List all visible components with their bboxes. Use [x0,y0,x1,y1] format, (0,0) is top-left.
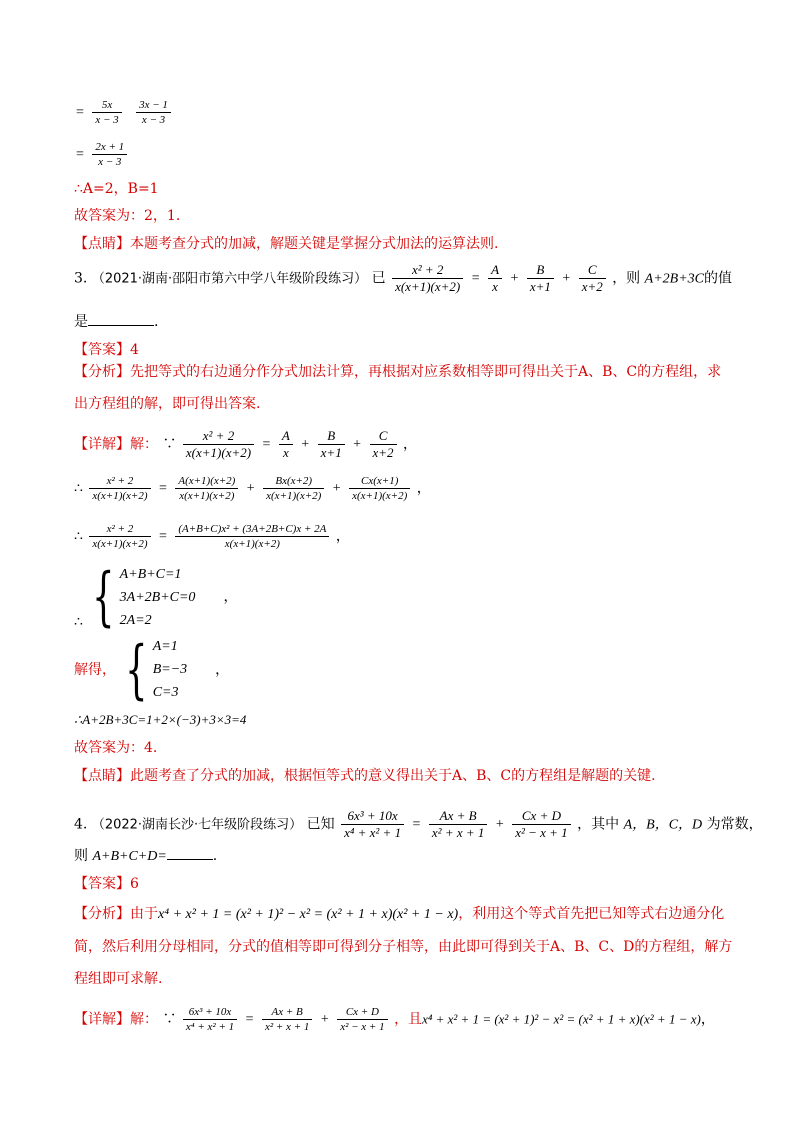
question-3: 3. （2021·湖南·邵阳市第六中学八年级阶段练习） 已 $\frac{\text{x² + 2}}{x(x+1)(x+2)}$ = $\frac{A}{x}$ + $\frac{B}{x+1}$ + $\frac{C}{x+2}$ ，则 A+2B+3C的值 [74,262,732,294]
math-line-2 [74,140,129,169]
fraction: $\frac{A(x+1)(x+2)}{x(x+1)(x+2)}$ [175,474,238,503]
fraction: $\frac{\text{6x³ + 10x}}{\text{x⁴ + x² + 1}}$ [341,808,404,841]
question-source: （2021·湖南·邵阳市第六中学八年级阶段练习） [91,271,368,287]
fraction: $\frac{2x + 1}{x - 3}$ [92,140,127,169]
question-number: 4. [74,816,88,833]
detail-step-1: 【详解】解： ∵ $\frac{\text{x² + 2}}{x(x+1)(x+2)}$ = $\frac{A}{x}$ + $\frac{B}{x+1}$ + $\frac{C}{x+2}$ ， [74,428,418,460]
fraction: $\frac{5x}{x - 3}$ [92,98,121,127]
solution-equation: A=1 [152,639,178,654]
identity-expression: x⁴ + x² + 1 = (x² + 1)² − x² = (x² + 1 + x)(x² + 1 − x) [158,907,459,922]
answer-line: 【答案】4 [74,342,139,358]
fraction: $\frac{C}{x+2}$ [370,428,397,461]
analysis-paragraph: 【分析】先把等式的右边通分作分式加法计算，再根据对应系数相等即可得出关于A、B、C的方程组，求出方程组的解，即可得出答案. [74,364,722,412]
fraction: $\frac{\text{(A+B+C)x² + (3A+2B+C)x + 2A}}{x(x+1)(x+2)}$ [175,522,329,551]
question-4-line-2: 则 A+B+C+D= . [74,848,218,864]
answer-line: 故答案为：4. [74,740,158,756]
system-equation: 2A=2 [119,612,152,628]
detail-step-2: ∴ $\frac{\text{x² + 2}}{x(x+1)(x+2)}$ = $\frac{A(x+1)(x+2)}{x(x+1)(x+2)}$ + $\frac{Bx(x+2)}{x(x+1)(x+2)}$ + $\frac{Cx(x+1)}{x(x+1)(x+2)}$ ， [74,475,431,502]
math-line-1 [74,98,173,127]
solution-equation: B=−3 [152,662,188,677]
question-source: （2022·湖南长沙·七年级阶段练习） [91,817,303,833]
fraction: $\frac{C}{x+2}$ [579,262,606,295]
fraction: $\frac{3x - 1}{x - 3}$ [136,98,171,127]
final-calculation: ∴A+2B+3C=1+2×(−3)+3×3=4 [74,712,247,727]
answer-blank[interactable] [167,847,213,860]
solution-system: 解得， { A=1 B=−3 C=3 ， [74,632,230,707]
system-equation: 3A+2B+C=0 [119,589,196,605]
fraction: $\frac{Cx + D}{\text{x² − x + 1}}$ [337,1005,387,1034]
fraction: $\frac{B}{x+1}$ [318,428,345,461]
brace-icon: { [92,560,115,634]
fraction: $\frac{\text{x² + 2}}{x(x+1)(x+2)}$ [89,522,150,551]
fraction: $\frac{A}{x}$ [279,428,293,461]
fraction: $\frac{Ax + B}{\text{x² + x + 1}}$ [429,808,487,841]
answer-blank[interactable] [88,313,154,326]
fraction: $\frac{\text{x² + 2}}{x(x+1)(x+2)}$ [183,428,254,461]
fraction: $\frac{\text{x² + 2}}{x(x+1)(x+2)}$ [392,262,463,295]
comment-line: 【点睛】此题考查了分式的加减，根据恒等式的意义得出关于A、B、C的方程组是解题的关键. [74,768,656,784]
fraction: $\frac{\text{x² + 2}}{x(x+1)(x+2)}$ [89,474,150,503]
equals-sign: = [76,104,84,120]
fraction: $\frac{Ax + B}{\text{x² + x + 1}}$ [262,1005,312,1034]
solution-equation: C=3 [152,685,179,700]
answer-line: 【答案】6 [74,876,139,892]
detail-step-3: ∴ $\frac{\text{x² + 2}}{x(x+1)(x+2)}$ = $\frac{\text{(A+B+C)x² + (3A+2B+C)x + 2A}}{x(x+1)(x+2)}$ ， [74,523,350,550]
answer-line: 故答案为：2，1. [74,208,181,224]
comment-line: 【点睛】本题考查分式的加减，解题关键是掌握分式加法的运算法则. [74,236,499,252]
system-equation: A+B+C=1 [119,566,182,582]
fraction: $\frac{A}{x}$ [488,262,502,295]
fraction: $\frac{B}{x+1}$ [527,262,554,295]
question-4: 4. （2022·湖南长沙·七年级阶段练习） 已知 $\frac{\text{6x³ + 10x}}{\text{x⁴ + x² + 1}}$ = $\frac{Ax + B}{\text{x² + x + 1}}$ + $\frac{Cx + D}{\text{x² − x + 1}}$ ，其中 A，B，C，D 为常数， [74,808,763,840]
equals-sign: = [76,146,84,162]
equation-system: ∴ { A+B+C=1 3A+2B+C=0 2A=2 ， [74,560,238,634]
fraction: $\frac{Bx(x+2)}{x(x+1)(x+2)}$ [263,474,324,503]
question-3-line-2: 是 . [74,314,159,330]
fraction: $\frac{\text{6x³ + 10x}}{\text{x⁴ + x² + 1}}$ [183,1005,237,1034]
brace-icon: { [125,632,148,707]
conclusion-line: ∴A=2，B=1 [74,181,159,197]
detail-step-1: 【详解】解： ∵ $\frac{\text{6x³ + 10x}}{\text{x⁴ + x² + 1}}$ = $\frac{Ax + B}{\text{x² + x + 1}}$ + $\frac{Cx + D}{\text{x² − x + 1}}$ ，且x⁴ + x² + 1 = (x² + 1)² − x² = (x² + 1 + x)(x² + 1 − x)， [74,1006,715,1033]
analysis-paragraph: 【分析】由于x⁴ + x² + 1 = (x² + 1)² − x² = (x² + 1 + x)(x² + 1 − x)，利用这个等式首先把已知等式右边通分化简，然后利用分母相同，分式的值相等即可得到分子相等，由此即可得到关于A、B、C、D的方程组，解方程组即可求解. [74,906,733,987]
fraction: $\frac{Cx(x+1)}{x(x+1)(x+2)}$ [349,474,410,503]
question-number: 3. [74,270,88,287]
fraction: $\frac{Cx + D}{\text{x² − x + 1}}$ [512,808,570,841]
target-expression: A+2B+3C [644,271,704,287]
